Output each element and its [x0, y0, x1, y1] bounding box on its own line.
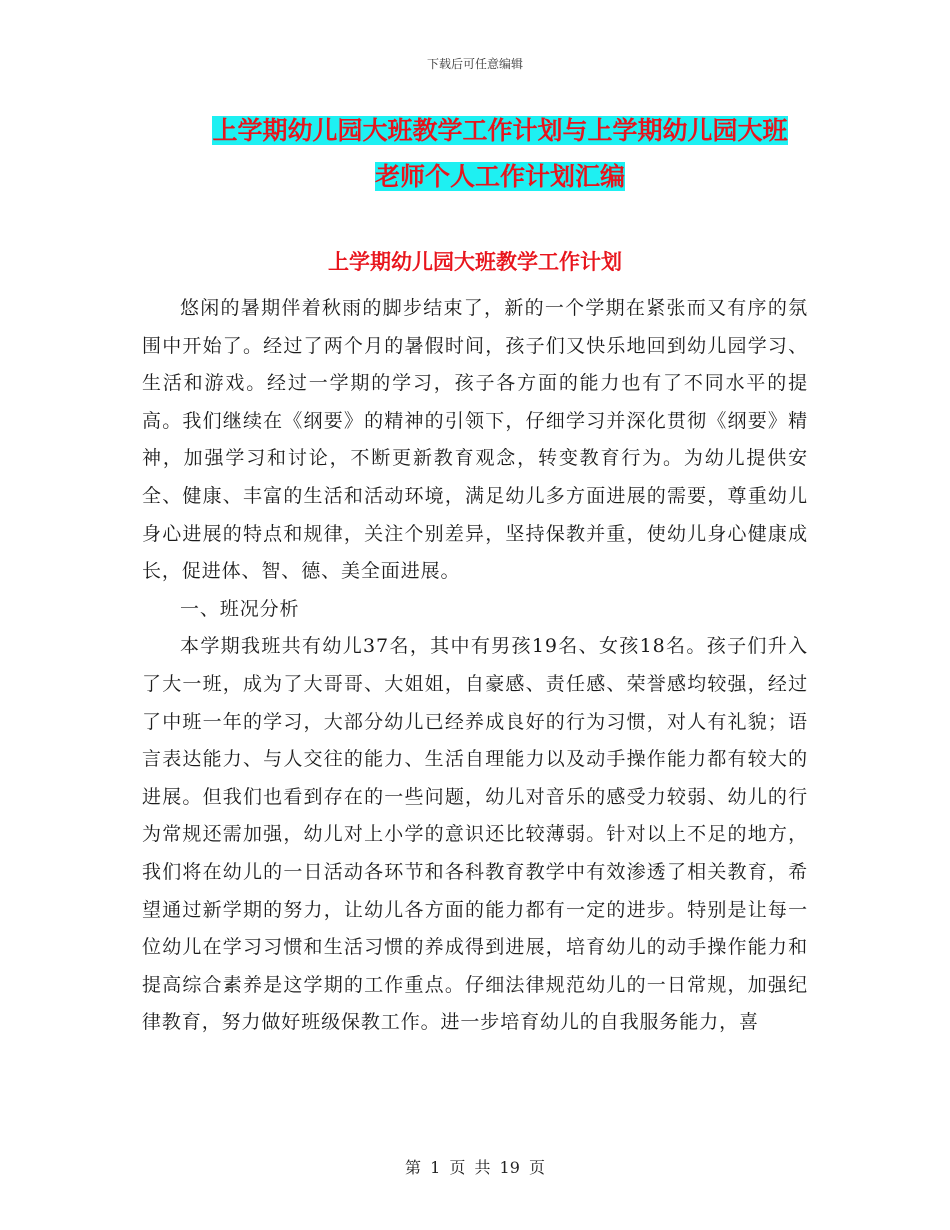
paragraph-intro: 悠闲的暑期伴着秋雨的脚步结束了，新的一个学期在紧张而又有序的氛围中开始了。经过了两个月的暑假时间，孩子们又快乐地回到幼儿园学习、生活和游戏。经过一学期的学习，孩子各方面的能力也有了不同水平的提高。我们继续在《纲要》的精神的引领下，仔细学习并深化贯彻《纲要》精神，加强学习和讨论，不断更新教育观念，转变教育行为。为幼儿提供安全、健康、丰富的生活和活动环境，满足幼儿多方面进展的需要，尊重幼儿身心进展的特点和规律，关注个别差异，坚持保教并重，使幼儿身心健康成长，促进体、智、德、美全面进展。 [142, 297, 808, 583]
paragraph-class-analysis: 本学期我班共有幼儿37名，其中有男孩19名、女孩18名。孩子们升入了大一班，成为了大哥哥、大姐姐，自豪感、责任感、荣誉感均较强，经过了中班一年的学习，大部分幼儿已经养成良好的行为习惯，对人有礼貌；语言表达能力、与人交往的能力、生活自理能力以及动手操作能力都有较大的进展。但我们也看到存在的一些问题，幼儿对音乐的感受力较弱、幼儿的行为常规还需加强，幼儿对上小学的意识还比较薄弱。针对以上不足的地方，我们将在幼儿的一日活动各环节和各科教育教学中有效渗透了相关教育，希望通过新学期的努力，让幼儿各方面的能力都有一定的进步。特别是让每一位幼儿在学习习惯和生活习惯的养成得到进展，培育幼儿的动手操作能力和提高综合素养是这学期的工作重点。仔细法律规范幼儿的一日常规，加强纪律教育，努力做好班级保教工作。进一步培育幼儿的自我服务能力，喜 [142, 635, 808, 1034]
header-note: 下载后可任意编辑 [426, 57, 523, 71]
document-title-line2: 老师个人工作计划汇编 [374, 162, 625, 191]
subheading-class-analysis: 一、班况分析 [180, 597, 300, 620]
document-title-line1: 上学期幼儿园大班教学工作计划与上学期幼儿园大班 [212, 116, 788, 145]
page-footer: 第 1 页 共 19 页 [405, 1158, 545, 1177]
section-title: 上学期幼儿园大班教学工作计划 [328, 250, 622, 274]
document-body [142, 290, 808, 1042]
document-title [190, 108, 810, 200]
